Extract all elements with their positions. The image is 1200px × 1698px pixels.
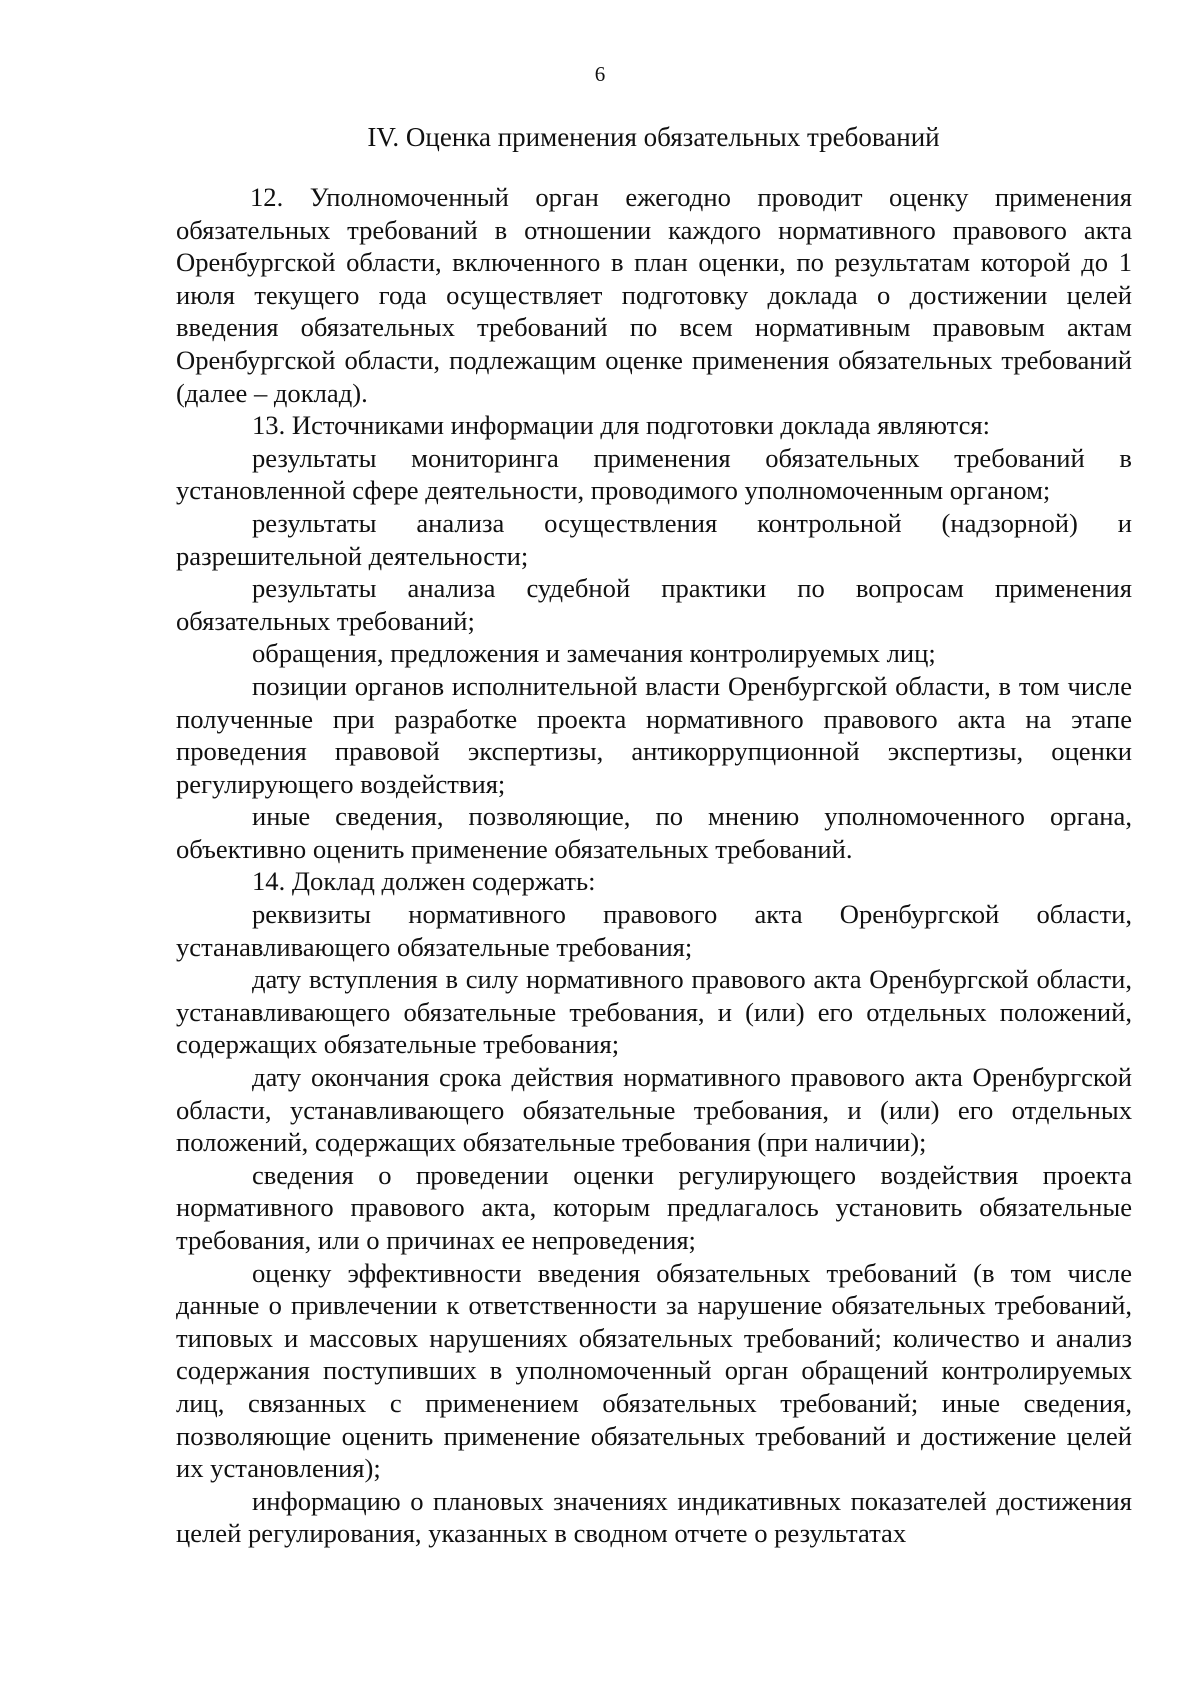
report-item-expiry-date: дату окончания срока действия нормативного правового акта Оренбургской области, устанавливающего обязательные требования, и (или) его отдельных положений, содержащих обязательные требования (при наличии);	[176, 1062, 1132, 1158]
source-item-authority-positions: позиции органов исполнительной власти Оренбургской области, в том числе полученные при разработке проекта нормативного правового акта на этапе проведения правовой экспертизы, антикоррупционной экспертизы, оценки регулирующего воздействия;	[176, 670, 1132, 799]
document-body	[176, 181, 1132, 1550]
source-item-monitoring: результаты мониторинга применения обязательных требований в установленной сфере деятельности, проводимого уполномоченным органом;	[176, 442, 1132, 506]
report-item-indicators: информацию о плановых значениях индикативных показателей достижения целей регулирования, указанных в сводном отчете о результатах	[176, 1485, 1132, 1549]
paragraph-14: 14. Доклад должен содержать:	[252, 866, 596, 897]
source-item-court-practice: результаты анализа судебной практики по вопросам применения обязательных требований;	[176, 573, 1132, 636]
source-item-appeals: обращения, предложения и замечания контролируемых лиц;	[252, 638, 936, 669]
source-item-control-analysis: результаты анализа осуществления контрольной (надзорной) и разрешительной деятельности;	[176, 507, 1132, 571]
paragraph-12: 12. Уполномоченный орган ежегодно проводит оценку применения обязательных требований в отношении каждого нормативного правового акта Оренбургской области, включенного в план оценки, по результатам которой до 1 июля текущего года осуществляет подготовку доклада о достижении целей введения обязательных требований по всем нормативным правовым актам Оренбургской области, подлежащим оценке применения обязательных требований (далее – доклад).	[176, 182, 1132, 408]
source-item-other-info: иные сведения, позволяющие, по мнению уполномоченного органа, объективно оценить применение обязательных требований.	[176, 801, 1132, 864]
report-item-ria-info: сведения о проведении оценки регулирующего воздействия проекта нормативного правового акта, которым предлагалось установить обязательные требования, или о причинах ее непроведения;	[176, 1159, 1132, 1255]
report-item-efficiency: оценку эффективности введения обязательных требований (в том числе данные о привлечении к ответственности за нарушение обязательных требований, типовых и массовых нарушениях обязательных требований; количество и анализ содержания поступивших в уполномоченный орган обращений контролируемых лиц, связанных с применением обязательных требований; иные сведения, позволяющие оценить применение обязательных требований и достижение целей их установления);	[176, 1257, 1132, 1484]
paragraph-13: 13. Источниками информации для подготовки доклада являются:	[252, 410, 991, 441]
page-number: 6	[594, 62, 606, 86]
section-title: IV. Оценка применения обязательных требований	[367, 122, 940, 152]
report-item-requisites: реквизиты нормативного правового акта Оренбургской области, устанавливающего обязательные требования;	[176, 899, 1132, 962]
report-item-effective-date: дату вступления в силу нормативного правового акта Оренбургской области, устанавливающего обязательные требования, и (или) его отдельных положений, содержащих обязательные требования;	[176, 964, 1132, 1060]
